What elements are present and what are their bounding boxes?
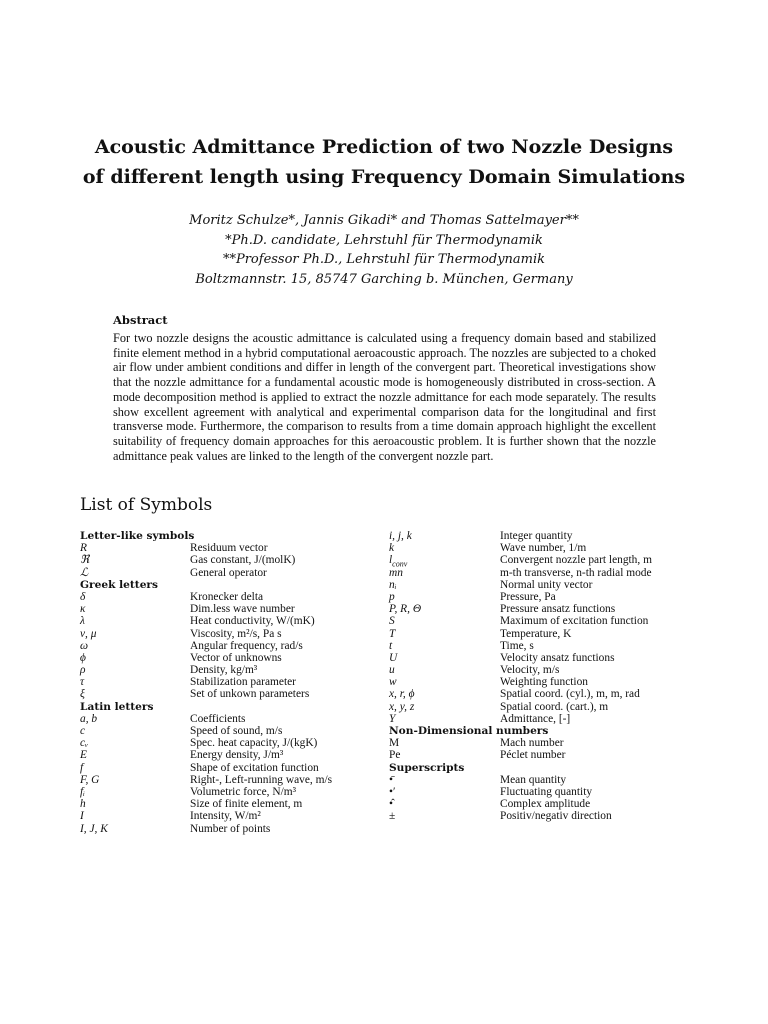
symbol-description: Spec. heat capacity, J/(kgK) <box>190 737 318 750</box>
symbol: T <box>389 627 396 640</box>
symbol-description: Right-, Left-running wave, m/s <box>190 773 333 786</box>
symbol-description: Gas constant, J/(molK) <box>190 554 296 567</box>
symbol: λ <box>80 615 85 628</box>
symbol-group-heading: Non-Dimensional numbers <box>389 725 549 737</box>
symbol-row <box>80 591 380 603</box>
symbol: I <box>80 810 84 823</box>
symbol: cᵥ <box>80 737 89 750</box>
symbol-description: Spatial coord. (cart.), m <box>500 700 609 713</box>
symbol-description: Dim.less wave number <box>190 603 295 616</box>
paper-title <box>60 132 708 192</box>
symbol-row <box>80 786 380 798</box>
symbol-row <box>389 688 699 700</box>
symbol: mn <box>389 566 403 579</box>
symbol: δ <box>80 590 86 603</box>
symbol: R <box>80 542 87 555</box>
symbol-row <box>389 774 699 786</box>
symbol-row <box>80 749 380 761</box>
symbol-description: Stabilization parameter <box>190 676 296 689</box>
symbol: w <box>389 676 397 689</box>
symbol-row <box>389 628 699 640</box>
symbol: t <box>389 639 393 652</box>
symbol: E <box>80 749 87 762</box>
symbol-description: Heat conductivity, W/(mK) <box>190 615 315 628</box>
symbol: u <box>389 664 395 677</box>
symbol: $l_{conv}$ <box>389 554 408 569</box>
symbol-description: Spatial coord. (cyl.), m, m, rad <box>500 688 640 701</box>
symbol-description: Time, s <box>500 639 534 652</box>
symbol-description: Number of points <box>190 822 271 835</box>
symbol-description: Maximum of excitation function <box>500 615 649 628</box>
symbol-description: m-th transverse, n-th radial mode <box>500 566 652 579</box>
symbol-group-heading: Greek letters <box>80 578 158 591</box>
symbol-description: Vector of unknowns <box>190 651 282 664</box>
symbol-row <box>389 676 699 688</box>
symbol-row <box>389 737 699 749</box>
symbol-row <box>389 530 699 542</box>
symbol-description: Residuum vector <box>190 542 268 555</box>
symbol-description: Positiv/negativ direction <box>500 810 612 823</box>
author-block <box>80 211 688 289</box>
symbol-description: Mean quantity <box>500 773 567 786</box>
symbol-row <box>389 701 699 713</box>
title-line-2: of different length using Frequency Domain Simulations <box>82 166 686 188</box>
symbol-description: Weighting function <box>500 676 588 689</box>
symbol-row <box>80 798 380 810</box>
symbol-description: Velocity ansatz functions <box>500 651 615 664</box>
symbol-description: Density, kg/m³ <box>190 664 258 677</box>
symbol: k <box>389 542 395 555</box>
symbol-row <box>80 676 380 688</box>
symbol-row <box>389 542 699 554</box>
symbol-row <box>389 640 699 652</box>
symbol-description: Kronecker delta <box>190 590 264 603</box>
symbol: x, r, ϕ <box>389 688 415 701</box>
symbol: ω <box>80 639 89 652</box>
symbol-row <box>80 762 380 774</box>
symbol: nᵢ <box>389 578 397 591</box>
symbol-group-heading: Letter-like symbols <box>80 530 195 542</box>
symbol-description: Energy density, J/m³ <box>190 749 284 762</box>
symbol: ν, μ <box>80 627 97 640</box>
symbol: a, b <box>80 712 98 725</box>
symbol-row <box>80 640 380 652</box>
symbol-row <box>80 615 380 627</box>
symbol-description: Volumetric force, N/m³ <box>190 785 297 798</box>
symbol-row <box>80 664 380 676</box>
symbol: Pe <box>389 749 401 762</box>
symbol-row <box>389 591 699 603</box>
symbol-row <box>80 737 380 749</box>
symbol-description: Integer quantity <box>500 530 573 542</box>
symbol-description: Fluctuating quantity <box>500 785 593 798</box>
symbol-row <box>389 664 699 676</box>
symbol: p <box>389 590 395 603</box>
symbol-row <box>389 713 699 725</box>
symbol: U <box>389 651 398 664</box>
abstract-text: For two nozzle designs the acoustic admittance is calculated using a frequency domain based and stabilized finite element method in a hybrid computational aeroacoustic approach. The nozzles are subjected to a choked air flow under ambient conditions and differ in length of the convergent part. Theoretical investigations show that the nozzle admittance for a fundamental acoustic mode is homogeneously distributed in cross-section. A mode decomposition method is applied to extract the nozzle admittance for each mode separately. The results show excellent agreement with analytical and experimental comparison data for the longitudinal and first transverse mode. Furthermore, the comparison to results from a time domain approach highlight the excellent suitability of frequency domain approaches for this aeroacoustic problem. It is further shown that the nozzle admittance peak values are linked to the length of the convergent nozzle part. <box>113 331 656 463</box>
symbol: ± <box>389 810 396 823</box>
symbol: fᵢ <box>80 785 85 798</box>
symbol: S <box>389 615 395 628</box>
author-affiliation-1: *Ph.D. candidate, Lehrstuhl für Thermodynamik <box>225 232 543 248</box>
section-heading-list-of-symbols: List of Symbols <box>80 495 213 515</box>
symbol-group-heading: Superscripts <box>389 761 465 774</box>
symbol: Y <box>389 712 396 725</box>
symbols-right-column <box>389 530 699 823</box>
symbol-row <box>389 810 699 822</box>
symbol-description: Speed of sound, m/s <box>190 725 283 737</box>
symbol-description: Péclet number <box>500 749 566 762</box>
symbol: •′ <box>389 785 396 798</box>
symbol-row <box>389 786 699 798</box>
symbol: •̂ <box>389 798 393 811</box>
symbol-row <box>80 628 380 640</box>
symbol: κ <box>80 603 86 616</box>
symbol-row <box>80 810 380 822</box>
symbol-description: Normal unity vector <box>500 578 593 591</box>
symbols-left-column <box>80 530 380 835</box>
symbol: ρ <box>80 664 86 677</box>
symbol-row <box>389 554 699 569</box>
symbol-row <box>80 567 380 579</box>
symbol-row <box>389 579 699 591</box>
symbol-description: Intensity, W/m² <box>190 810 261 823</box>
author-address: Boltzmannstr. 15, 85747 Garching b. München, Germany <box>195 271 573 287</box>
symbol-description: Size of finite element, m <box>190 798 303 811</box>
symbol-row <box>389 749 699 761</box>
symbol-description: Convergent nozzle part length, m <box>500 554 652 567</box>
symbol-group-heading: Latin letters <box>80 700 154 713</box>
symbol: f <box>80 761 84 774</box>
abstract-heading: Abstract <box>113 313 168 327</box>
symbol-description: Wave number, 1/m <box>500 542 587 555</box>
symbol-row <box>80 823 380 835</box>
symbol-description: Complex amplitude <box>500 798 591 811</box>
symbol: c <box>80 725 86 737</box>
symbol-row <box>389 603 699 615</box>
symbol: F, G <box>80 773 100 786</box>
symbol: τ <box>80 676 85 689</box>
symbol-row <box>389 615 699 627</box>
title-line-1: Acoustic Admittance Prediction of two Nozzle Designs <box>94 136 674 158</box>
author-names: Moritz Schulze*, Jannis Gikadi* and Thomas Sattelmayer** <box>189 213 579 228</box>
symbol: h <box>80 798 86 811</box>
symbol: •̄ <box>389 773 393 786</box>
symbol-row <box>80 542 380 554</box>
symbol: M <box>389 737 400 750</box>
symbol: ξ <box>80 688 85 701</box>
symbol-description: Velocity, m/s <box>500 664 560 677</box>
symbol-row <box>80 603 380 615</box>
symbol-description: Set of unkown parameters <box>190 688 310 701</box>
symbol-description: Viscosity, m²/s, Pa s <box>190 627 282 640</box>
symbol-row <box>80 554 380 566</box>
symbol-description: Shape of excitation function <box>190 761 319 774</box>
symbol-row <box>80 725 380 737</box>
symbol: ℜ <box>80 554 90 567</box>
symbol-description: Coefficients <box>190 712 246 725</box>
symbol-row <box>80 774 380 786</box>
author-affiliation-2: **Professor Ph.D., Lehrstuhl für Thermodynamik <box>222 252 546 267</box>
symbol-description: Pressure ansatz functions <box>500 603 616 616</box>
symbol: P, R, Θ <box>389 603 422 616</box>
symbol-description: Mach number <box>500 737 564 750</box>
symbol: ℒ <box>80 566 89 579</box>
symbol-description: Angular frequency, rad/s <box>190 639 303 652</box>
symbol-description: Temperature, K <box>500 627 572 640</box>
symbol-row <box>389 567 699 579</box>
symbol-description: Admittance, [-] <box>500 712 571 725</box>
symbol-row <box>389 798 699 810</box>
symbol: I, J, K <box>80 822 108 835</box>
symbol-row <box>80 713 380 725</box>
symbol: x, y, z <box>389 700 415 713</box>
symbol-row <box>80 652 380 664</box>
symbol: ϕ <box>80 651 86 664</box>
symbol-row <box>389 652 699 664</box>
symbol-description: General operator <box>190 566 267 579</box>
symbol: i, j, k <box>389 530 412 542</box>
symbol-description: Pressure, Pa <box>500 590 556 603</box>
symbol-row <box>80 688 380 700</box>
